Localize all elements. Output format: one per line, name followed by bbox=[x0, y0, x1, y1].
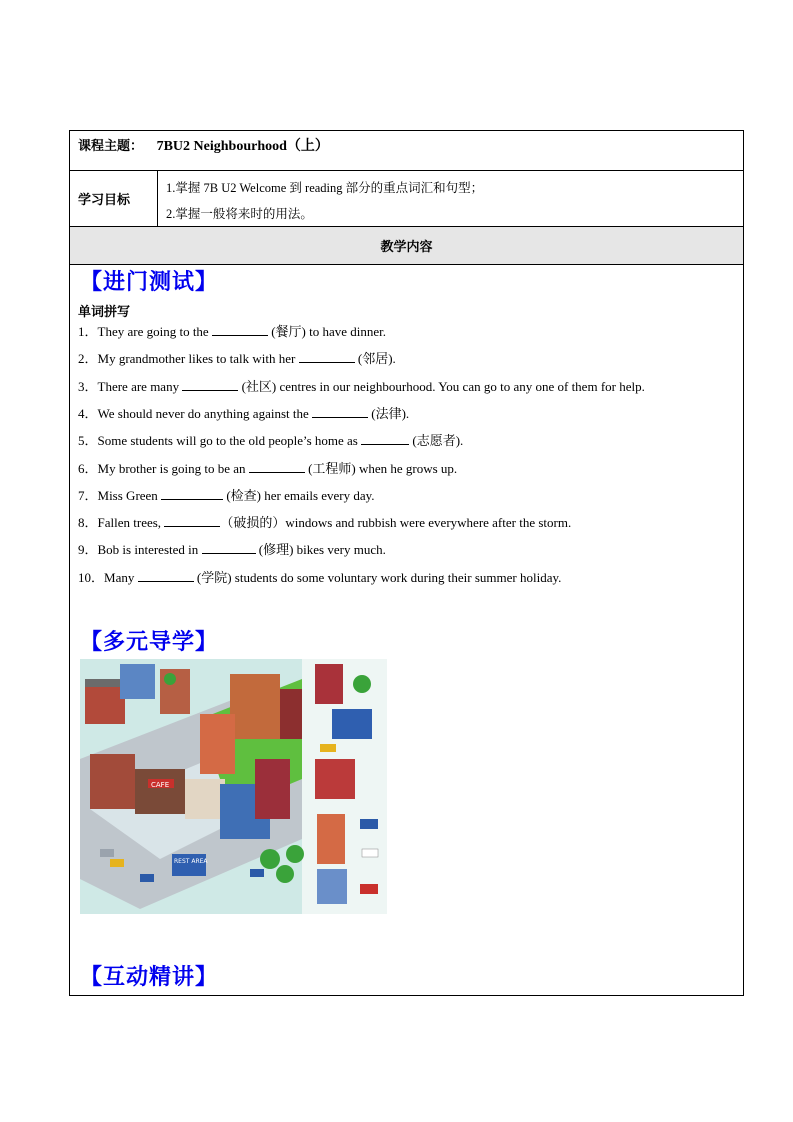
rest-area-sign: REST AREA bbox=[174, 858, 208, 865]
question-number: 9． bbox=[78, 542, 98, 558]
section-interactive: 【互动精讲】 bbox=[80, 965, 219, 990]
answer-blank[interactable] bbox=[249, 461, 305, 473]
question-text-after: (检查) her emails every day. bbox=[223, 487, 375, 503]
section-guide: 【多元导学】 bbox=[80, 630, 219, 655]
question-text-before: Fallen trees, bbox=[97, 515, 165, 531]
cafe-sign: CAFE bbox=[151, 781, 170, 789]
topic-text bbox=[78, 135, 329, 155]
neighbourhood-illustration bbox=[80, 659, 387, 914]
question-item bbox=[78, 485, 375, 504]
question-item bbox=[78, 512, 571, 531]
question-number: 6． bbox=[78, 460, 98, 476]
question-item bbox=[78, 321, 386, 340]
goal-item: 2.掌握一般将来时的用法。 bbox=[166, 207, 313, 221]
question-text-before: They are going to the bbox=[97, 324, 212, 339]
topic-label: 课程主题： bbox=[78, 139, 144, 154]
question-text-before: My grandmother likes to talk with her bbox=[97, 351, 299, 367]
answer-blank[interactable] bbox=[312, 406, 368, 418]
question-item bbox=[78, 376, 645, 395]
answer-blank[interactable] bbox=[164, 515, 220, 527]
question-number: 3． bbox=[78, 378, 98, 394]
question-text-before: Bob is interested in bbox=[97, 542, 202, 558]
goals-row bbox=[70, 171, 743, 227]
question-text-after: （破损的）windows and rubbish were everywhere after the storm. bbox=[220, 515, 572, 531]
question-text-after: (社区) centres in our neighbourhood. You can go to any one of them for help. bbox=[238, 378, 645, 394]
question-item bbox=[78, 403, 409, 422]
question-text-before: Some students will go to the old people’s home as bbox=[97, 433, 362, 449]
answer-blank[interactable] bbox=[161, 488, 223, 500]
question-number: 1． bbox=[78, 324, 98, 339]
section-entry-test: 【进门测试】 bbox=[80, 270, 219, 295]
answer-blank[interactable] bbox=[299, 351, 355, 363]
answer-blank[interactable] bbox=[202, 542, 256, 554]
question-text-after: (志愿者). bbox=[409, 433, 464, 449]
question-item bbox=[78, 567, 561, 586]
question-number: 10． bbox=[78, 569, 105, 585]
answer-blank[interactable] bbox=[212, 324, 268, 336]
goals-list bbox=[166, 175, 483, 227]
question-text-before: My brother is going to be an bbox=[97, 460, 249, 476]
question-number: 5． bbox=[78, 433, 98, 449]
question-text-after: (邻居). bbox=[354, 351, 396, 367]
question-number: 2． bbox=[78, 351, 98, 367]
question-text-after: (工程师) when he grows up. bbox=[304, 460, 458, 476]
question-item bbox=[78, 458, 457, 477]
question-number: 4． bbox=[78, 405, 98, 421]
question-text-before: There are many bbox=[97, 378, 183, 394]
lesson-table bbox=[69, 130, 744, 996]
goals-label: 学习目标 bbox=[70, 171, 158, 226]
answer-blank[interactable] bbox=[361, 433, 409, 445]
question-text-after: (法律). bbox=[368, 405, 410, 421]
question-number: 8． bbox=[78, 515, 98, 531]
question-item bbox=[78, 348, 396, 367]
question-item bbox=[78, 430, 463, 449]
question-item bbox=[78, 539, 386, 558]
content-label: 教学内容 bbox=[380, 240, 433, 255]
question-text-before: We should never do anything against the bbox=[97, 405, 313, 421]
topic-value: 7BU2 Neighbourhood（上） bbox=[156, 139, 329, 154]
question-text-after: (学院) students do some voluntary work during their summer holiday. bbox=[193, 569, 562, 585]
answer-blank[interactable] bbox=[138, 570, 194, 582]
topic-row bbox=[70, 131, 743, 171]
goal-item: 1.掌握 7B U2 Welcome 到 reading 部分的重点词汇和句型； bbox=[166, 181, 484, 195]
question-text-after: (餐厅) to have dinner. bbox=[267, 324, 387, 339]
content-header-row bbox=[70, 227, 743, 265]
question-text-after: (修理) bikes very much. bbox=[255, 542, 386, 558]
question-text-before: Many bbox=[104, 569, 138, 585]
spelling-title: 单词拼写 bbox=[78, 305, 131, 320]
answer-blank[interactable] bbox=[182, 379, 238, 391]
question-text-before: Miss Green bbox=[97, 487, 162, 503]
question-number: 7． bbox=[78, 487, 98, 503]
